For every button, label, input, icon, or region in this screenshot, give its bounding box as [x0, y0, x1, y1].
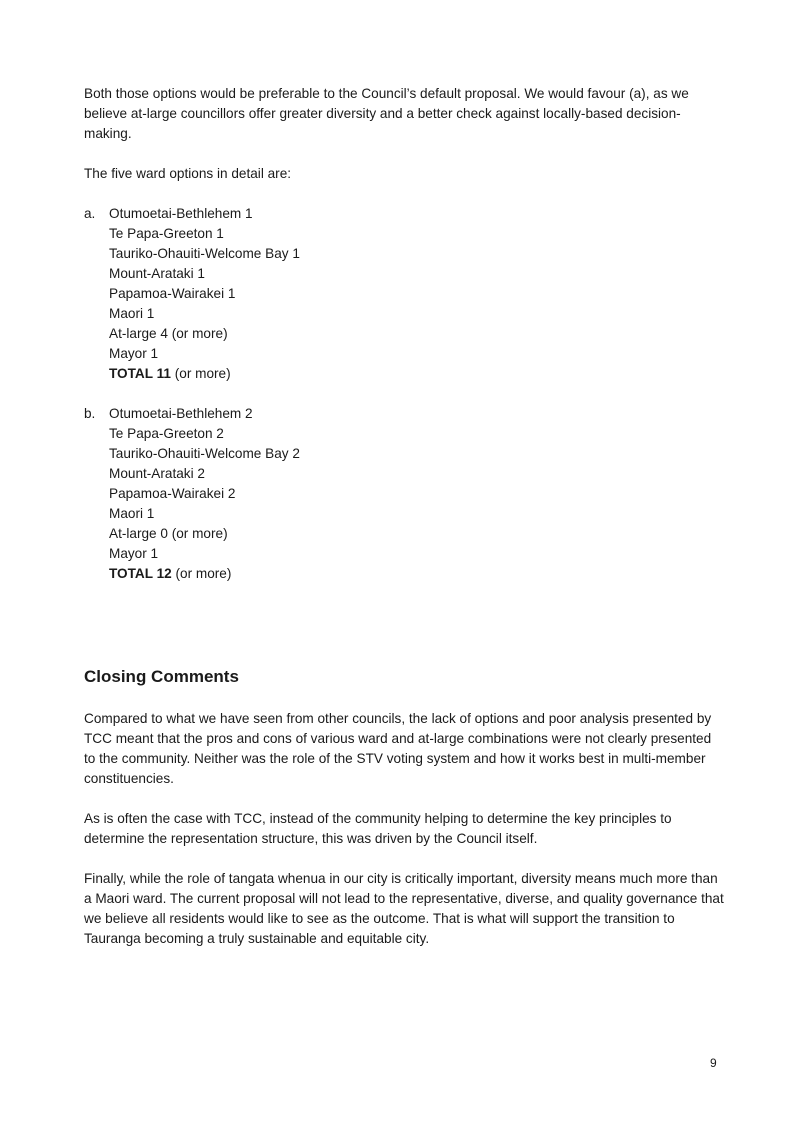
list-item-total	[109, 364, 300, 384]
list-item: Maori 1	[109, 506, 155, 521]
total-label: TOTAL 11	[109, 366, 171, 381]
list-item: Maori 1	[109, 306, 155, 321]
list-marker: b.	[84, 406, 96, 421]
list-item-total	[109, 564, 300, 584]
page-number: 9	[710, 1056, 717, 1070]
closing-paragraph: Compared to what we have seen from other councils, the lack of options and poor analysis presented by TCC meant that the pros and cons of various ward and at-large combinations were not clearly presented to the community. Neither was the role of the STV voting system and how it works best in multi-member constituencies.	[84, 711, 712, 786]
intro-paragraph: Both those options would be preferable to the Council’s default proposal. We would favour (a), as we believe at-large councillors offer greater diversity and a better check against locally-based decision-making.	[84, 86, 689, 141]
total-suffix: (or more)	[171, 566, 232, 581]
list-item: Mount-Arataki 2	[109, 466, 205, 481]
list-item: Tauriko-Ohauiti-Welcome Bay 1	[109, 246, 300, 261]
list-item: Mayor 1	[109, 546, 159, 561]
list-item: At-large 4 (or more)	[109, 326, 228, 341]
closing-paragraph-1-block	[84, 709, 724, 789]
list-item: Tauriko-Ohauiti-Welcome Bay 2	[109, 446, 300, 461]
total-suffix: (or more)	[170, 366, 231, 381]
list-marker: a.	[84, 206, 96, 221]
intro-paragraph-block	[84, 84, 724, 144]
total-label: TOTAL 12	[109, 566, 172, 581]
option-items	[109, 204, 300, 384]
options-lead: The five ward options in detail are:	[84, 166, 292, 181]
closing-paragraph: Finally, while the role of tangata whenua in our city is critically important, diversity means much more than a Maori ward. The current proposal will not lead to the representative, diverse, and quality governance that we believe all residents would like to see as the outcome. That is what will support the transition to Tauranga becoming a truly sustainable and equitable city.	[84, 871, 724, 946]
list-item: Papamoa-Wairakei 2	[109, 486, 236, 501]
closing-heading: Closing Comments	[84, 667, 239, 686]
options-lead-block	[84, 164, 724, 184]
list-item: Mayor 1	[109, 346, 159, 361]
list-item: Mount-Arataki 1	[109, 266, 205, 281]
list-item: Te Papa-Greeton 2	[109, 426, 224, 441]
list-item: Papamoa-Wairakei 1	[109, 286, 236, 301]
list-item: Otumoetai-Bethlehem 2	[109, 406, 253, 421]
option-items	[109, 404, 300, 584]
closing-paragraph: As is often the case with TCC, instead of the community helping to determine the key principles to determine the representation structure, this was driven by the Council itself.	[84, 811, 672, 846]
list-item: Te Papa-Greeton 1	[109, 226, 224, 241]
closing-paragraph-3-block	[84, 869, 724, 949]
list-item: Otumoetai-Bethlehem 1	[109, 206, 253, 221]
closing-paragraph-2-block	[84, 809, 724, 849]
list-item: At-large 0 (or more)	[109, 526, 228, 541]
